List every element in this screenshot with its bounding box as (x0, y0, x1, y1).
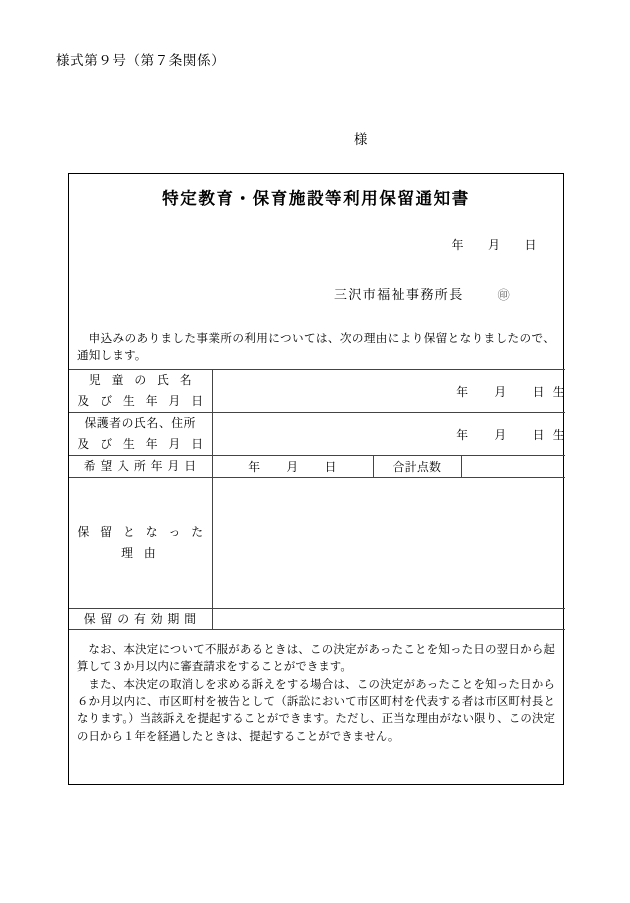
issuer-line (334, 284, 510, 303)
total-points-label: 合計点数 (373, 456, 461, 478)
admission-month: 月 (286, 459, 299, 474)
validity-period-field[interactable] (212, 608, 565, 630)
legal-note-paragraph-2: また、本決定の取消しを求める訴えをする場合は、この決定があったことを知った日から６か月以内に、市区町村を被告として（訴訟において市区町村を代表する者は市区町村長となります。）当該訴えを提起することができます。ただし、正当な理由がない限り、この決定の日から１年を経過したときは、提起することができません。 (77, 676, 555, 743)
guardian-name-label (69, 413, 212, 456)
admission-day: 日 (324, 459, 337, 474)
admission-date-label-text: 希 望 入 所 年 月 日 (83, 459, 197, 473)
form-number: 様式第９号（第７条関係） (56, 53, 226, 69)
admission-date-label (69, 456, 212, 478)
intro-paragraph: 申込みのありました事業所の利用については、次の理由により保留となりましたので、通知します。 (77, 331, 555, 363)
guardian-dob-day: 日 (532, 427, 545, 442)
issue-date-line (451, 236, 537, 253)
table-row-reason (69, 477, 565, 608)
table-row-guardian (69, 413, 565, 456)
table-row-child (69, 370, 565, 413)
guardian-dob-year: 年 (456, 427, 469, 442)
admission-year: 年 (248, 459, 261, 474)
guardian-dob-month: 月 (494, 427, 507, 442)
notice-frame (68, 173, 564, 785)
legal-notes (77, 641, 555, 745)
total-points-field[interactable] (461, 456, 565, 478)
guardian-dob-born: 生 (552, 427, 565, 442)
legal-note-paragraph-1: なお、本決定について不服があるときは、この決定があったことを知った日の翌日から起算して３か月以内に審査請求をすることができます。 (77, 642, 555, 674)
issuer-name: 三沢市福祉事務所長 (334, 288, 464, 303)
child-name-label-line2: 及 び 生 年 月 日 (77, 394, 207, 408)
page-title: 特定教育・保育施設等利用保留通知書 (162, 189, 470, 208)
child-name-dob-field[interactable] (212, 370, 565, 413)
reason-field[interactable] (212, 477, 565, 608)
date-month-label: 月 (487, 238, 501, 252)
admission-date-field[interactable] (212, 456, 373, 478)
child-name-label-line1: 児 童 の 氏 名 (88, 373, 196, 388)
child-name-label (69, 370, 212, 413)
validity-period-label (69, 608, 212, 630)
date-year-label: 年 (451, 238, 464, 252)
guardian-name-dob-field[interactable] (212, 413, 565, 456)
applicant-table (69, 369, 565, 630)
guardian-name-label-line2: 及 び 生 年 月 日 (77, 437, 207, 451)
child-dob-born: 生 (552, 384, 565, 399)
child-dob-year: 年 (456, 384, 469, 399)
seal-icon: ㊞ (497, 288, 510, 302)
validity-period-label-text: 保 留 の 有 効 期 間 (83, 611, 197, 626)
reason-label (69, 477, 212, 608)
table-row-admission-date (69, 456, 565, 478)
addressee-honorific: 様 (353, 132, 368, 148)
date-day-label: 日 (524, 238, 537, 252)
child-dob-day: 日 (532, 384, 545, 399)
table-row-validity (69, 608, 565, 630)
child-dob-month: 月 (494, 384, 507, 399)
guardian-name-label-line1: 保護者の氏名、住所 (84, 416, 197, 431)
reason-label-text: 保 留 と な っ た 理 由 (77, 525, 207, 560)
